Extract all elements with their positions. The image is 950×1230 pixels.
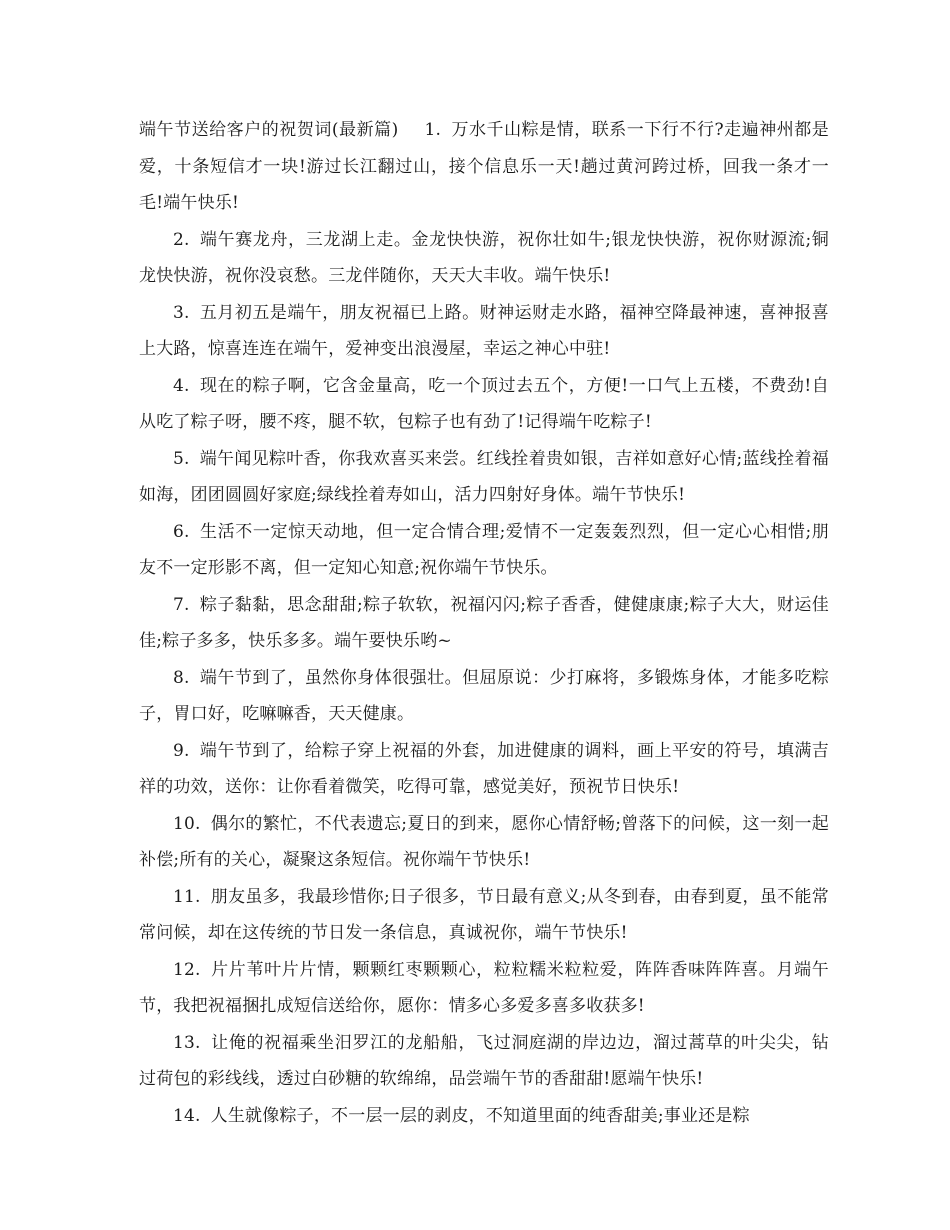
item-text: 让俺的祝福乘坐汨罗江的龙船船，飞过洞庭湖的岸边边，溜过蒿草的叶尖尖，钻过荷包的彩线线，透过白砂糖的软绵绵，品尝端午节的香甜甜!愿端午快乐! (139, 1032, 829, 1089)
item-number: 14. (173, 1105, 201, 1126)
item-text: 生活不一定惊天动地，但一定合情合理;爱情不一定轰轰烈烈，但一定心心相惜;朋友不一定形影不离，但一定知心知意;祝你端午节快乐。 (139, 521, 829, 578)
document-title: 端午节送给客户的祝贺词(最新篇) (139, 120, 399, 140)
paragraph (139, 112, 829, 222)
item-text: 片片苇叶片片情，颗颗红枣颗颗心，粒粒糯米粒粒爱，阵阵香味阵阵喜。月端午节，我把祝福捆扎成短信送给你，愿你：情多心多爱多喜多收获多! (139, 959, 829, 1016)
paragraph (139, 879, 829, 952)
item-text: 万水千山粽是情，联系一下行不行?走遍神州都是爱，十条短信才一块!游过长江翻过山，接个信息乐一天!趟过黄河跨过桥，回我一条才一毛!端午快乐! (139, 120, 830, 213)
item-number: 8. (173, 667, 190, 688)
item-text: 五月初五是端午，朋友祝福已上路。财神运财走水路，福神空降最神速，喜神报喜上大路，惊喜连连在端午，爱神变出浪漫屋，幸运之神心中驻! (139, 302, 829, 359)
item-text: 偶尔的繁忙，不代表遗忘;夏日的到来，愿你心情舒畅;曾落下的问候，这一刻一起补偿;所有的关心，凝聚这条短信。祝你端午节快乐! (139, 813, 829, 870)
paragraph (139, 806, 829, 879)
paragraph (139, 733, 829, 806)
paragraph (139, 1098, 829, 1135)
item-text: 粽子黏黏，思念甜甜;粽子软软，祝福闪闪;粽子香香，健健康康;粽子大大，财运佳佳;粽子多多，快乐多多。端午要快乐哟~ (139, 594, 829, 651)
paragraph (139, 295, 829, 368)
paragraph (139, 1025, 829, 1098)
item-text: 现在的粽子啊，它含金量高，吃一个顶过去五个，方便!一口气上五楼，不费劲!自从吃了粽子呀，腰不疼，腿不软，包粽子也有劲了!记得端午吃粽子! (139, 375, 829, 432)
paragraph (139, 441, 829, 514)
item-number: 4. (173, 375, 190, 396)
item-text: 人生就像粽子，不一层一层的剥皮，不知道里面的纯香甜美;事业还是粽 (210, 1105, 750, 1126)
paragraph (139, 514, 829, 587)
item-number: 10. (173, 813, 201, 834)
item-number: 7. (173, 594, 190, 615)
item-text: 端午闻见粽叶香，你我欢喜买来尝。红线拴着贵如银，吉祥如意好心情;蓝线拴着福如海，团团圆圆好家庭;绿线拴着寿如山，活力四射好身体。端午节快乐! (139, 448, 829, 505)
item-number: 2. (173, 229, 190, 250)
item-text: 端午赛龙舟，三龙湖上走。金龙快快游，祝你壮如牛;银龙快快游，祝你财源流;铜龙快快游，祝你没哀愁。三龙伴随你，天天大丰收。端午快乐! (139, 229, 829, 286)
paragraph (139, 660, 829, 733)
item-number: 11. (173, 886, 201, 907)
item-number: 6. (173, 521, 190, 542)
item-number: 13. (173, 1032, 201, 1053)
paragraph (139, 222, 829, 295)
item-text: 端午节到了，给粽子穿上祝福的外套，加进健康的调料，画上平安的符号，填满吉祥的功效，送你：让你看着微笑，吃得可靠，感觉美好，预祝节日快乐! (139, 740, 829, 797)
item-number: 3. (173, 302, 190, 323)
item-text: 端午节到了，虽然你身体很强壮。但屈原说：少打麻将，多锻炼身体，才能多吃粽子，胃口好，吃嘛嘛香，天天健康。 (139, 667, 829, 724)
item-number: 5. (173, 448, 190, 469)
paragraph (139, 368, 829, 441)
item-number: 12. (173, 959, 201, 980)
document-body (139, 112, 829, 1134)
item-text: 朋友虽多，我最珍惜你;日子很多，节日最有意义;从冬到春，由春到夏，虽不能常常问候，却在这传统的节日发一条信息，真诚祝你，端午节快乐! (139, 886, 829, 943)
paragraph (139, 952, 829, 1025)
item-number: 9. (173, 740, 190, 761)
paragraph (139, 587, 829, 660)
item-number: 1. (424, 120, 442, 140)
